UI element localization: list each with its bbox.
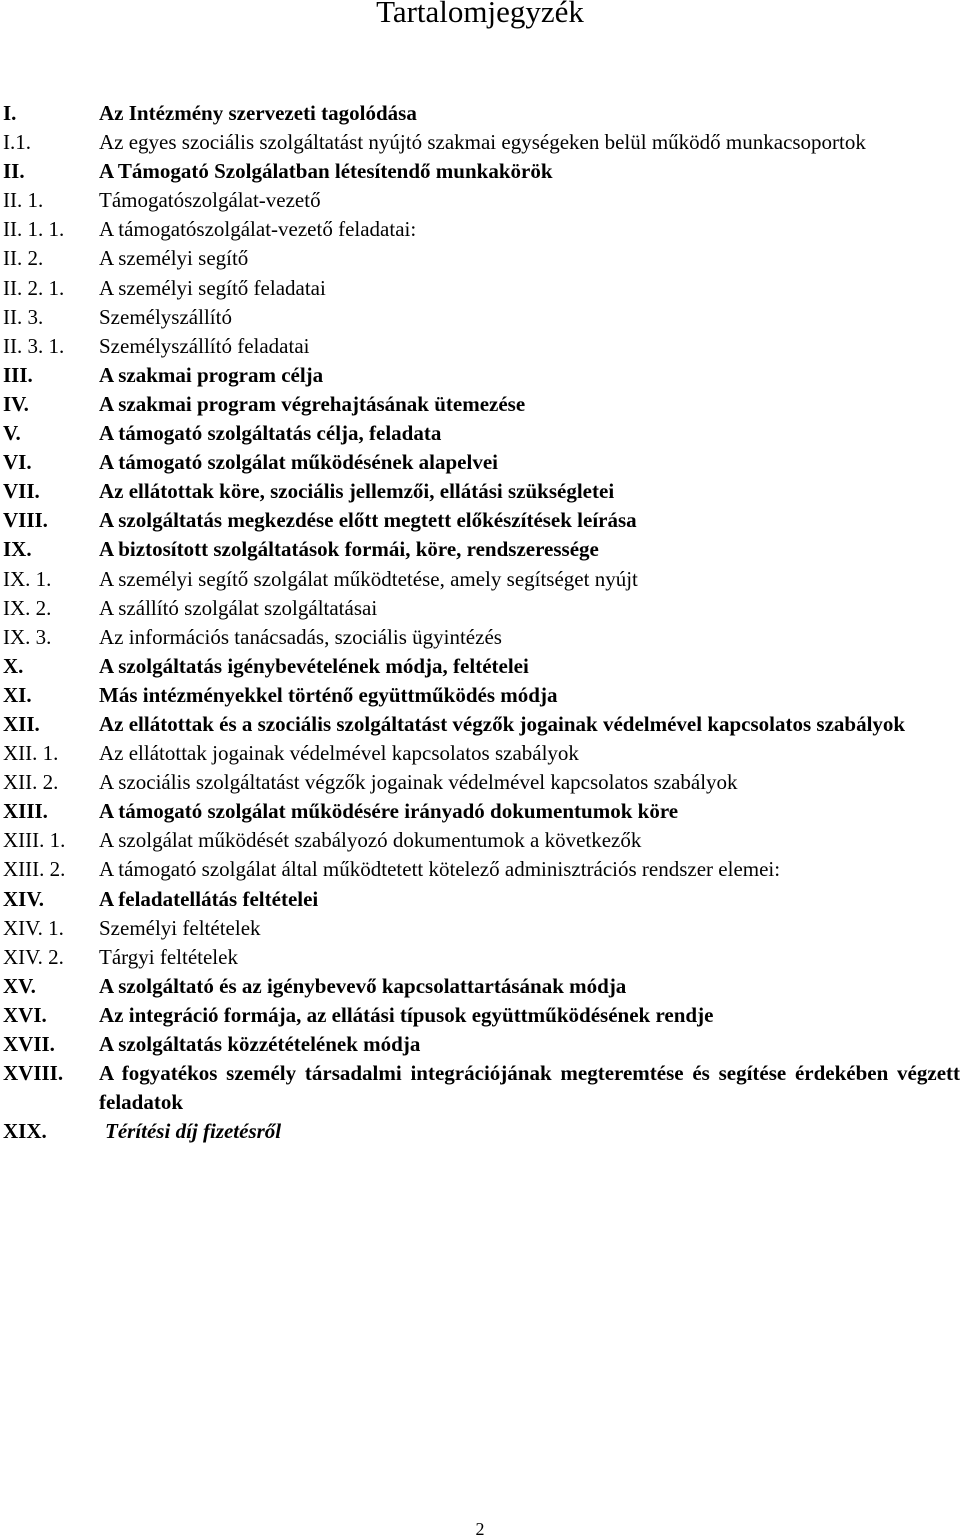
toc-entry-title: A szolgáltatás megkezdése előtt megtett előkészítések leírása — [99, 508, 637, 533]
toc-entry-number: VI. — [3, 450, 32, 475]
toc-entry[interactable] — [0, 855, 960, 884]
toc-entry[interactable] — [0, 972, 960, 1001]
toc-entry[interactable] — [0, 565, 960, 594]
toc-entry-number: IX. — [3, 537, 32, 562]
toc-entry-number: II. 2. — [3, 246, 44, 271]
toc-entry-number: XIV. 1. — [3, 915, 64, 940]
toc-entry-number: X. — [3, 653, 24, 678]
toc-entry-number: XIV. — [3, 886, 45, 911]
toc-entry-number: XV. — [3, 973, 36, 998]
toc-entry[interactable] — [0, 157, 960, 186]
toc-entry-title: Az információs tanácsadás, szociális ügyintézés — [99, 624, 502, 649]
toc-entry-title: A szolgáltató és az igénybevevő kapcsolattartásának módja — [99, 973, 627, 998]
toc-entry-number: XIII. 2. — [3, 857, 66, 882]
toc-entry-title: A szállító szolgálat szolgáltatásai — [99, 595, 378, 620]
toc-entry-number: XII. 2. — [3, 770, 59, 795]
toc-entry[interactable] — [0, 390, 960, 419]
toc-entry-title: A fogyatékos személy társadalmi integrációjának megteremtése és segítése érdekében végzett feladatok — [99, 1061, 960, 1115]
toc-entry-number: II. 1. 1. — [3, 217, 65, 242]
toc-entry-title: Az Intézmény szervezeti tagolódása — [99, 101, 417, 125]
toc-entry-title: A biztosított szolgáltatások formái, köre, rendszeressége — [99, 537, 599, 562]
toc-entry[interactable] — [0, 1030, 960, 1059]
toc-entry-title: Személyszállító — [99, 304, 232, 329]
toc-entry-number: II. 2. 1. — [3, 275, 65, 300]
toc-entry-title: A támogató szolgálat által működtetett kötelező adminisztrációs rendszer elemei: — [99, 857, 781, 882]
toc-entry[interactable] — [0, 681, 960, 710]
toc-entry-title: A személyi segítő — [99, 246, 249, 271]
toc-entry[interactable] — [0, 186, 960, 215]
toc-entry-number: II. 3. 1. — [3, 333, 65, 358]
toc-entry[interactable] — [0, 1001, 960, 1030]
toc-entry-title: A támogató szolgáltatás célja, feladata — [99, 421, 442, 446]
toc-entry[interactable] — [0, 244, 960, 273]
toc-entry-title: Az ellátottak köre, szociális jellemzői, ellátási szükségletei — [99, 479, 615, 504]
toc-entry[interactable] — [0, 535, 960, 564]
toc-entry-number: IX. 3. — [3, 624, 52, 649]
toc-entry-title: A feladatellátás feltételei — [99, 886, 319, 911]
toc-entry-number: XIV. 2. — [3, 944, 64, 969]
page-title: Tartalomjegyzék — [376, 0, 584, 29]
toc-entry-number: XIX. — [3, 1119, 47, 1144]
toc-entry[interactable] — [0, 797, 960, 826]
toc-entry-title: Személyszállító feladatai — [99, 333, 310, 358]
toc-entry[interactable] — [0, 128, 960, 157]
toc-entry-number: XII. — [3, 711, 40, 736]
toc-entry[interactable] — [0, 826, 960, 855]
table-of-contents — [0, 99, 960, 1146]
toc-entry-title: A szakmai program célja — [99, 362, 324, 387]
toc-entry-title: Az ellátottak és a szociális szolgáltatást végzők jogainak védelmével kapcsolatos szabályok — [99, 711, 906, 736]
toc-entry[interactable] — [0, 739, 960, 768]
toc-entry-title: A támogatószolgálat-vezető feladatai: — [99, 217, 417, 242]
toc-entry-number: XVI. — [3, 1002, 47, 1027]
toc-entry-title: A személyi segítő feladatai — [99, 275, 326, 300]
toc-entry-title: A Támogató Szolgálatban létesítendő munkakörök — [99, 159, 553, 184]
toc-entry[interactable] — [0, 652, 960, 681]
page-number: 2 — [475, 1519, 485, 1539]
toc-entry-number: XIII. — [3, 799, 48, 824]
toc-entry-title: Az ellátottak jogainak védelmével kapcsolatos szabályok — [99, 741, 579, 766]
toc-entry-title: A személyi segítő szolgálat működtetése, amely segítséget nyújt — [99, 566, 638, 591]
toc-entry-title: Az integráció formája, az ellátási típusok együttműködésének rendje — [99, 1002, 714, 1027]
toc-entry-title: A támogató szolgálat működésére irányadó dokumentumok köre — [99, 799, 679, 824]
toc-entry-number: III. — [3, 362, 33, 387]
toc-entry[interactable] — [0, 1117, 960, 1146]
toc-entry-number: I. — [3, 101, 17, 125]
toc-entry-number: VIII. — [3, 508, 48, 533]
toc-entry-title: A szociális szolgáltatást végzők jogainak védelmével kapcsolatos szabályok — [99, 770, 738, 795]
toc-entry[interactable] — [0, 885, 960, 914]
toc-entry[interactable] — [0, 274, 960, 303]
toc-entry-number: VII. — [3, 479, 40, 504]
toc-entry[interactable] — [0, 215, 960, 244]
toc-entry[interactable] — [0, 623, 960, 652]
toc-entry-number: XVIII. — [3, 1061, 64, 1086]
toc-entry-title: Az egyes szociális szolgáltatást nyújtó szakmai egységeken belül működő munkacsoportok — [99, 130, 866, 155]
toc-entry-title: Támogatószolgálat-vezető — [99, 188, 321, 213]
toc-entry-title: A támogató szolgálat működésének alapelvei — [99, 450, 498, 475]
toc-entry-number: II. 1. — [3, 188, 44, 213]
toc-entry-number: XI. — [3, 682, 32, 707]
toc-entry-number: I.1. — [3, 130, 31, 155]
toc-entry-number: II. — [3, 159, 25, 184]
toc-entry[interactable] — [0, 332, 960, 361]
toc-entry-title: Személyi feltételek — [99, 915, 261, 940]
toc-entry[interactable] — [0, 914, 960, 943]
toc-entry[interactable] — [0, 361, 960, 390]
toc-entry-number: XII. 1. — [3, 741, 59, 766]
toc-entry[interactable] — [0, 943, 960, 972]
toc-entry-number: IX. 2. — [3, 595, 52, 620]
toc-entry[interactable] — [0, 477, 960, 506]
toc-entry-title: Más intézményekkel történő együttműködés módja — [99, 682, 558, 707]
toc-entry-title: Tárgyi feltételek — [99, 944, 238, 969]
toc-entry-number: XVII. — [3, 1032, 55, 1056]
toc-entry[interactable] — [0, 594, 960, 623]
toc-entry-number: II. 3. — [3, 304, 44, 329]
toc-entry-number: IV. — [3, 391, 29, 416]
toc-entry[interactable] — [0, 303, 960, 332]
toc-entry[interactable] — [0, 419, 960, 448]
toc-entry-number: IX. 1. — [3, 566, 52, 591]
toc-entry[interactable] — [0, 710, 960, 739]
toc-entry-title: A szolgálat működését szabályozó dokumentumok a következők — [99, 828, 642, 853]
toc-entry[interactable] — [0, 768, 960, 797]
toc-entry-title: Térítési díj fizetésről — [105, 1119, 282, 1144]
toc-entry[interactable] — [0, 99, 960, 128]
toc-entry-title: A szolgáltatás igénybevételének módja, feltételei — [99, 653, 529, 678]
toc-entry-title: A szakmai program végrehajtásának ütemezése — [99, 391, 526, 416]
toc-entry[interactable] — [0, 506, 960, 535]
toc-entry-number: XIII. 1. — [3, 828, 66, 853]
toc-entry[interactable] — [0, 448, 960, 477]
toc-entry-number: V. — [3, 421, 21, 446]
toc-entry[interactable] — [0, 1059, 960, 1117]
toc-entry-title: A szolgáltatás közzétételének módja — [99, 1032, 421, 1056]
